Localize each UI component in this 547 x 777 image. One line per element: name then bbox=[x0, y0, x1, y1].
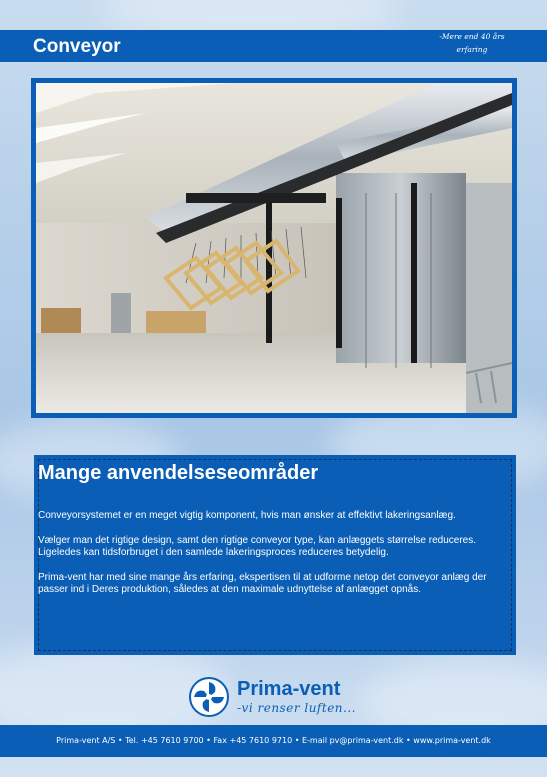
conveyor-hall-photo bbox=[36, 83, 512, 413]
logo-slogan: -vi renser luften... bbox=[237, 701, 356, 715]
paragraph-3: Prima-vent har med sine mange års erfaring, ekspertisen til at udforme netop det conveyor anlæg der passer ind i Deres produktion, således at den maximale udnyttelse af anlægget opnås. bbox=[38, 572, 487, 595]
prima-vent-logo-icon bbox=[188, 676, 230, 718]
logo-name: Prima-vent bbox=[237, 678, 341, 700]
paragraph-2: Vælger man det rigtige design, samt den rigtige conveyor type, kan anlæggets størrelse reduceres. Ligeledes kan tidsforbruget i den samlede lakeringsproces reduceres betydelig. bbox=[38, 535, 476, 558]
paragraph-1: Conveyorsystemet er en meget vigtig komponent, hvis man ønsker at effektivt lakeringsanlæg. bbox=[38, 510, 456, 521]
section-heading: Mange anvendelseseområder bbox=[38, 462, 319, 484]
page-title: Conveyor bbox=[33, 36, 121, 57]
footer-contact-info: Prima-vent A/S • Tel. +45 7610 9700 • Fax +45 7610 9710 • E-mail pv@prima-vent.dk • www.prima-vent.dk bbox=[56, 736, 491, 745]
photo-frame bbox=[31, 78, 517, 418]
tagline: -Mere end 40 års erfaring bbox=[439, 32, 505, 54]
